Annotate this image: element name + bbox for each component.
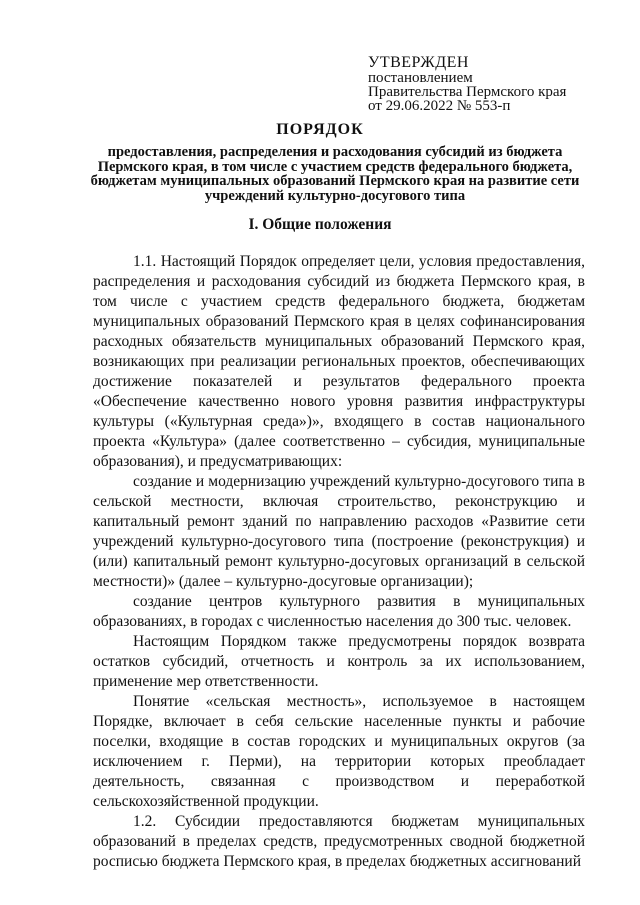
approval-line-2: Правительства Пермского края [368, 84, 567, 100]
paragraph-item-1: создание и модернизацию учреждений культурно-досугового типа в сельской местности, включая строительство, реконструкцию и капитальный ремонт зданий по направлению расходов «Развитие сети учреждений культурно-досугового типа (построение (реконструкция) и (или) капитальный ремонт культурно-досуговых организаций в сельской местности)» (далее – культурно-досуговые организации); [93, 473, 585, 590]
approval-line-1: постановлением [368, 70, 473, 86]
approval-line-3: от 29.06.2022 № 553-п [368, 98, 511, 114]
paragraph-item-2: создание центров культурного развития в муниципальных образованиях, в городах с численностью населения до 300 тыс. человек. [93, 593, 585, 630]
approval-title: УТВЕРЖДЕН [368, 54, 469, 71]
paragraph-rural-definition: Понятие «сельская местность», используемое в настоящем Порядке, включает в себя сельские населенные пункты и рабочие поселки, входящие в состав городских и муниципальных округов (за исключением г. Перми), на территории которых преобладает деятельность, связанная с производством и переработкой сельскохозяйственной продукции. [93, 693, 585, 810]
paragraph-return: Настоящим Порядком также предусмотрены порядок возврата остатков субсидий, отчетность и контроль за их использованием, применение мер ответственности. [93, 633, 585, 690]
document-title: ПОРЯДОК [276, 121, 364, 138]
approval-stamp [368, 54, 566, 113]
paragraph-1-2: 1.2. Субсидии предоставляются бюджетам муниципальных образований в пределах средств, предусмотренных сводной бюджетной росписью бюджета Пермского края, в пределах бюджетных ассигнований [93, 813, 585, 870]
document-body [93, 252, 585, 872]
paragraph-1-1: 1.1. Настоящий Порядок определяет цели, условия предоставления, распределения и расходования субсидий из бюджета Пермского края, в том числе с участием средств федерального бюджета, бюджетам муниципальных образований Пермского края в целях софинансирования расходных обязательств муниципальных образований Пермского края, возникающих при реализации региональных проектов, обеспечивающих достижение показателей и результатов федерального проекта «Обеспечение качественно нового уровня развития инфраструктуры культуры («Культурная среда»)», входящего в состав национального проекта «Культура» (далее соответственно – субсидия, муниципальные образования), и предусматривающих: [93, 253, 585, 470]
section-heading: I. Общие положения [248, 216, 392, 233]
document-subtitle: предоставления, распределения и расходования субсидий из бюджета Пермского края, в том числе с участием средств федерального бюджета, бюджетам муниципальных образований Пермского края на развитие сети учреждений культурно-досугового типа [90, 144, 580, 204]
